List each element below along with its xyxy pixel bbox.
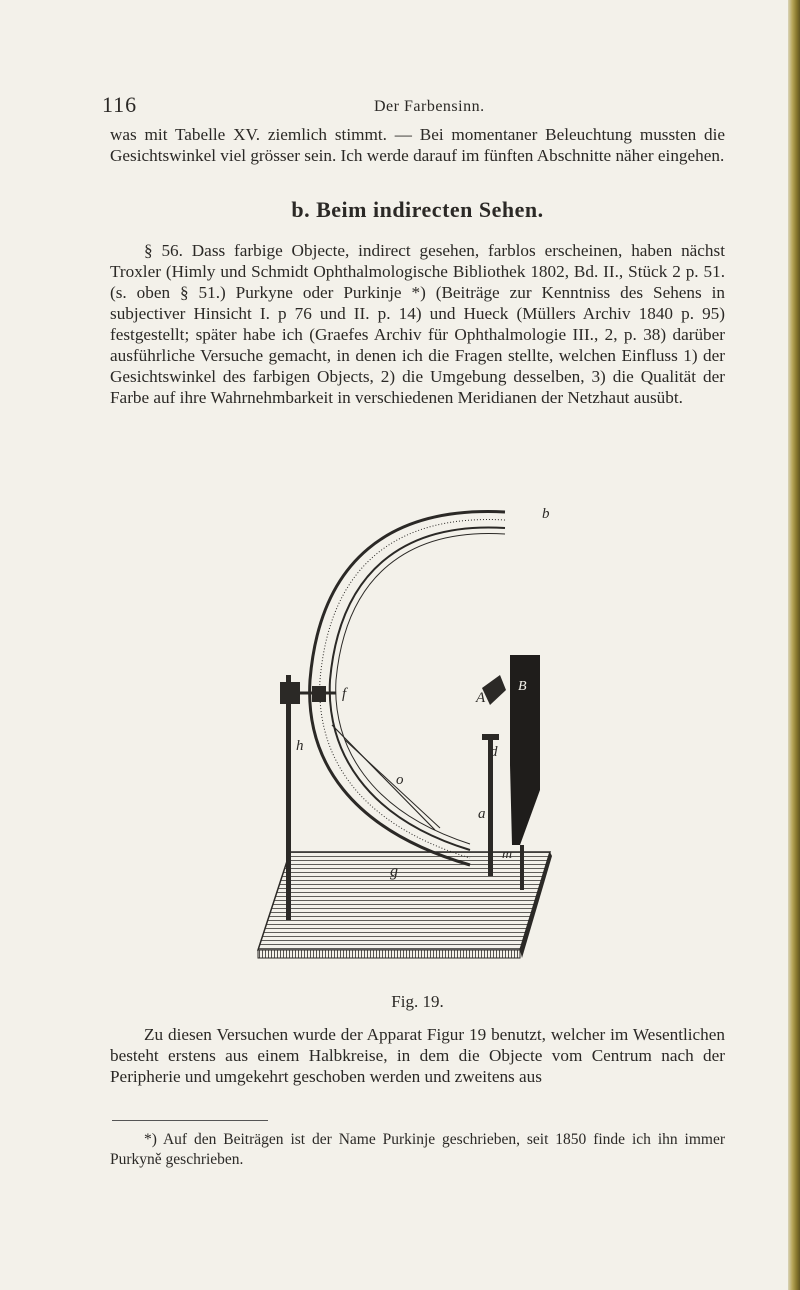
apparatus-illustration <box>250 500 570 985</box>
label-g: g <box>390 863 398 880</box>
label-f: f <box>342 686 347 702</box>
book-spine-edge <box>788 0 800 1290</box>
label-a: a <box>478 806 486 822</box>
clamp-block <box>312 686 326 702</box>
screen-B <box>510 655 540 765</box>
clamp <box>280 682 300 704</box>
label-o: o <box>396 772 404 788</box>
screen-B-foot <box>510 765 540 845</box>
object-A <box>482 675 506 705</box>
base-edge <box>258 950 520 958</box>
footnote-rule <box>112 1120 268 1121</box>
figure-19 <box>250 500 570 985</box>
vertical-rod <box>286 675 291 920</box>
label-d: d <box>490 744 498 760</box>
label-b: b <box>542 506 550 522</box>
page-number: 116 <box>102 92 138 117</box>
paragraph-56: § 56. Dass farbige Objecte, indirect gesehen, farblos erscheinen, haben nächst Troxler (Himly und Schmidt Ophthalmologische Bibliothek 1802, Bd. II., Stück 2 p. 51. (s. oben § 51.) Purkyne oder Purkinje *) (Beiträge zur Kenntniss des Sehens in subjectiver Hinsicht I. p 76 und II. p. 14) und Hueck (Müllers Archiv 1840 p. 95) festgestellt; später habe ich (Graefes Archiv für Ophthalmologie III., 2, p. 38) darüber ausführliche Versuche gemacht, in denen ich die Fragen stellte, welchen Einfluss 1) der Gesichtswinkel des farbigen Objects, 2) die Umgebung desselben, 3) die Qualität der Farbe auf ihre Wahrnehmbarkeit in verschiedenen Meridianen der Netzhaut ausübt. <box>110 241 725 407</box>
label-B: B <box>518 679 527 694</box>
support-d-cap <box>482 734 499 740</box>
section-heading: b. Beim indirecten Sehen. <box>291 197 544 222</box>
arc-spoke-2 <box>345 740 440 828</box>
footnote: *) Auf den Beiträgen ist der Name Purkinje geschrieben, seit 1850 finde ich ihn immer Purkyně geschrieben. <box>110 1131 725 1168</box>
figure-caption: Fig. 19. <box>391 992 444 1011</box>
label-A: A <box>476 690 486 706</box>
semicircle-arc-outer <box>310 512 505 865</box>
intro-paragraph: was mit Tabelle XV. ziemlich stimmt. — Bei momentaner Beleuchtung mussten die Gesichtswinkel viel grösser sein. Ich werde darauf im fünften Abschnitte näher eingehen. <box>110 125 725 165</box>
label-m: m <box>502 847 513 862</box>
label-h: h <box>296 738 304 754</box>
base-platform <box>258 852 550 950</box>
semicircle-arc-inner2 <box>336 533 505 844</box>
running-title: Der Farbensinn. <box>374 98 485 115</box>
paragraph-after-figure: Zu diesen Versuchen wurde der Apparat Figur 19 benutzt, welcher im Wesentlichen besteht erstens aus einem Halbkreise, in dem die Objecte vom Centrum nach der Peripherie und umgekehrt geschoben werden und zweitens aus <box>110 1025 725 1086</box>
arc-spoke <box>332 725 435 830</box>
running-head <box>102 92 702 122</box>
